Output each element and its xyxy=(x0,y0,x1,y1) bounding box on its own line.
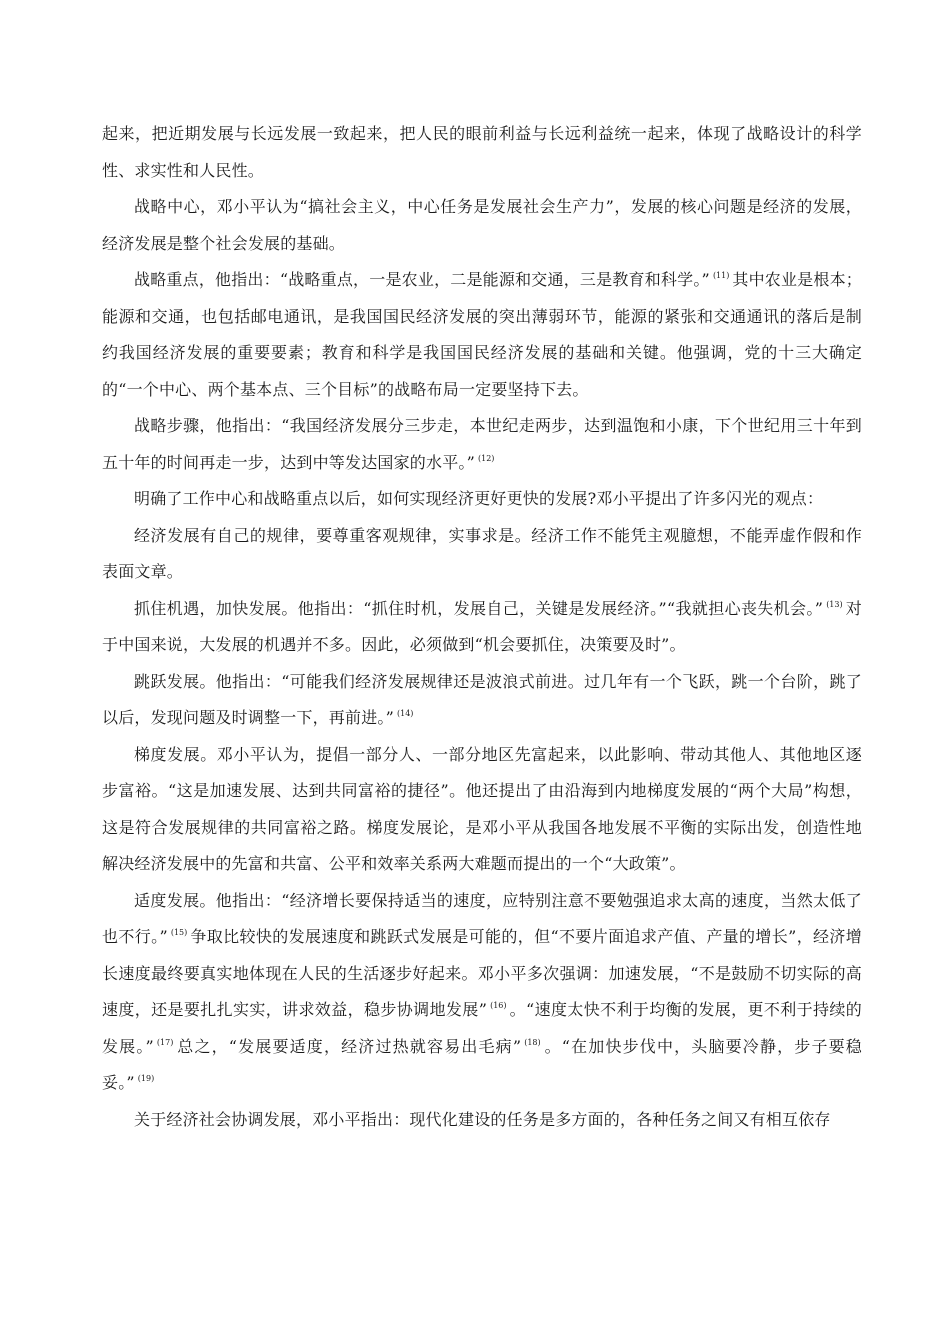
paragraph-text: 争取比较快的发展速度和跳跃式发展是可能的，但“不要片面追求产值、产量的增长”，经济增长速度最终要真实地体现在人民的生活逐步好起来。邓小平多次强调：加速发展，“不是鼓励不切实际的高速度，还是要扎扎实实，讲求效益，稳步协调地发展” xyxy=(102,927,862,1019)
paragraph-text: 跳跃发展。他指出：“可能我们经济发展规律还是波浪式前进。过几年有一个飞跃，跳一个台阶，跳了以后，发现问题及时调整一下，再前进。” xyxy=(102,671,862,727)
footnote-ref: (12) xyxy=(477,453,495,463)
paragraph-text: 战略步骤，他指出：“我国经济发展分三步走，本世纪走两步，达到温饱和小康，下个世纪用三十年到五十年的时间再走一步，达到中等发达国家的水平。” xyxy=(102,416,862,472)
footnote-ref: (17) xyxy=(156,1037,174,1047)
paragraph-text: 起来，把近期发展与长远发展一致起来，把人民的眼前利益与长远利益统一起来，体现了战略设计的科学性、求实性和人民性。 xyxy=(102,124,862,180)
paragraph-p5 xyxy=(102,481,862,518)
paragraph-text: 梯度发展。邓小平认为，提倡一部分人、一部分地区先富起来，以此影响、带动其他人、其他地区逐步富裕。“这是加速发展、达到共同富裕的捷径”。他还提出了由沿海到内地梯度发展的“两个大局”构想，这是符合发展规律的共同富裕之路。梯度发展论，是邓小平从我国各地发展不平衡的实际出发，创造性地解决经济发展中的先富和共富、公平和效率关系两大难题而提出的一个“大政策”。 xyxy=(102,744,862,873)
footnote-ref: (11) xyxy=(712,271,730,280)
paragraph-p2 xyxy=(102,189,862,262)
paragraph-text: 。“速度太快不利于均衡的发展，更不利于持续的发展。” xyxy=(102,1000,862,1056)
paragraph-p3 xyxy=(102,262,862,408)
paragraph-text: 抓住机遇，加快发展。他指出：“抓住时机，发展自己，关键是发展经济。”“我就担心丧失机会。” xyxy=(134,598,824,618)
paragraph-text: 总之，“发展要适度，经济过热就容易出毛病” xyxy=(176,1036,522,1056)
paragraph-text: 明确了工作中心和战略重点以后，如何实现经济更好更快的发展?邓小平提出了许多闪光的观点： xyxy=(134,489,824,508)
paragraph-p6 xyxy=(102,518,862,591)
paragraph-p4 xyxy=(102,408,862,481)
paragraph-p8 xyxy=(102,664,862,737)
paragraph-text: 战略重点，他指出：“战略重点，一是农业，二是能源和交通，三是教育和科学。” xyxy=(134,270,710,289)
document-page xyxy=(102,116,862,1138)
paragraph-p10 xyxy=(102,883,862,1102)
footnote-ref: (13) xyxy=(826,599,843,609)
paragraph-text: 适度发展。他指出：“经济增长要保持适当的速度，应特别注意不要勉强追求太高的速度，当然太低了也不行。” xyxy=(102,890,862,946)
footnote-ref: (14) xyxy=(396,709,414,718)
paragraph-text: 经济发展有自己的规律，要尊重客观规律，实事求是。经济工作不能凭主观臆想，不能弄虚作假和作表面文章。 xyxy=(102,525,862,581)
paragraph-p11 xyxy=(102,1102,862,1139)
footnote-ref: (19) xyxy=(137,1074,155,1083)
paragraph-text: 对于中国来说，大发展的机遇并不多。因此，必须做到“机会要抓住，决策要及时”。 xyxy=(102,598,862,654)
paragraph-text: 。“在加快步伐中，头脑要冷静，步子要稳妥。” xyxy=(102,1036,862,1092)
paragraph-text: 战略中心，邓小平认为“搞社会主义，中心任务是发展社会生产力”，发展的核心问题是经济的发展，经济发展是整个社会发展的基础。 xyxy=(102,197,862,253)
paragraph-text: 关于经济社会协调发展，邓小平指出：现代化建设的任务是多方面的，各种任务之间又有相互依存 xyxy=(134,1109,831,1129)
footnote-ref: (15) xyxy=(170,928,188,937)
paragraph-p9 xyxy=(102,737,862,883)
paragraph-p7 xyxy=(102,591,862,664)
paragraph-text: 其中农业是根本；能源和交通，也包括邮电通讯，是我国国民经济发展的突出薄弱环节，能源的紧张和交通通讯的落后是制约我国经济发展的重要要素；教育和科学是我国国民经济发展的基础和关键。他强调，党的十三大确定的“一个中心、两个基本点、三个目标”的战略布局一定要坚持下去。 xyxy=(102,270,862,399)
footnote-ref: (16) xyxy=(490,1001,507,1010)
footnote-ref: (18) xyxy=(524,1037,541,1047)
paragraph-p1 xyxy=(102,116,862,189)
